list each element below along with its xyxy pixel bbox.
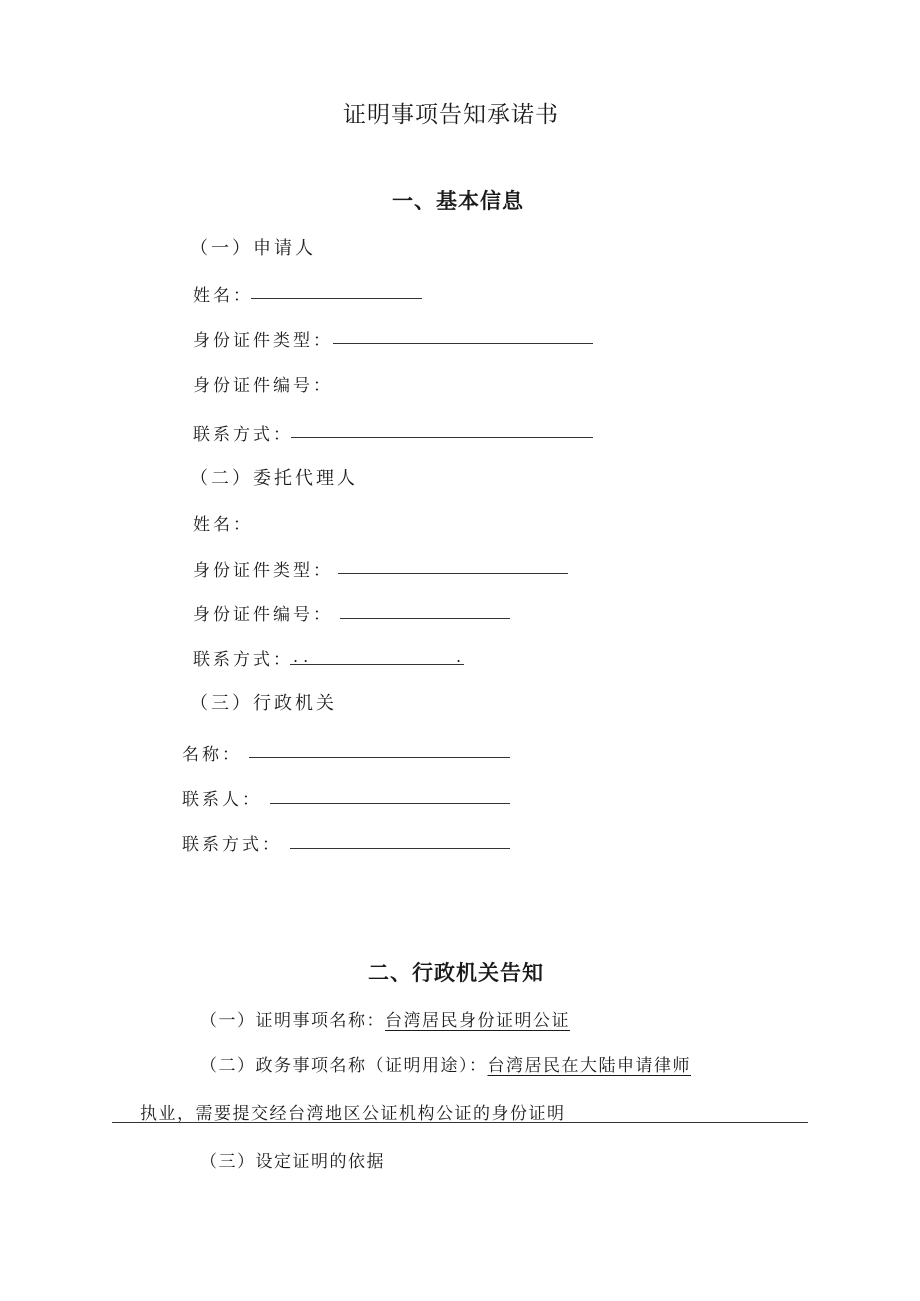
notice-item-2-underline [112,1122,808,1123]
applicant-id-type-field[interactable] [333,343,593,344]
section-heading-notice: 二、行政机关告知 [368,961,544,985]
agent-id-type-label: 身份证件类型： [193,561,333,581]
agent-contact-field[interactable] [290,664,464,665]
applicant-contact-label: 联系方式： [193,425,293,445]
agent-id-number-field[interactable] [340,618,510,619]
notice-item-2-continuation: 执业，需要提交经台湾地区公证机构公证的身份证明 [140,1104,566,1124]
applicant-id-number-label: 身份证件编号： [193,376,333,396]
authority-contact-label: 联系方式： [182,835,282,855]
notice-item-3: （三）设定证明的依据 [200,1152,385,1172]
agent-id-number-label: 身份证件编号： [193,605,333,625]
applicant-id-type-label: 身份证件类型： [193,331,333,351]
agent-contact-value: . . [293,647,309,666]
applicant-name-field[interactable] [251,298,422,299]
notice-item-1-label: （一）证明事项名称： [200,1011,385,1031]
document-title: 证明事项告知承诺书 [343,102,559,128]
authority-contact-person-label: 联系人： [182,790,262,810]
notice-item-2-label: （二）政务事项名称（证明用途）： [200,1056,488,1076]
notice-item-2 [200,1051,691,1076]
section-heading-basic-info: 一、基本信息 [392,189,524,213]
applicant-contact-field[interactable] [291,437,593,438]
agent-contact-suffix: . [456,647,462,666]
authority-contact-person-field[interactable] [270,803,510,804]
applicant-heading: （一）申请人 [190,238,316,259]
notice-item-1-value: 台湾居民身份证明公证 [385,1011,570,1031]
authority-name-label: 名称： [182,745,242,765]
authority-contact-field[interactable] [290,848,510,849]
notice-item-1 [200,1006,570,1031]
authority-name-field[interactable] [249,757,510,758]
agent-id-type-field[interactable] [338,573,568,574]
applicant-name-label: 姓名： [193,286,253,306]
agent-name-label: 姓名： [193,515,253,535]
agent-contact-label: 联系方式： [193,650,293,670]
agent-heading: （二）委托代理人 [190,468,358,489]
authority-heading: （三）行政机关 [190,693,337,714]
notice-item-2-value: 台湾居民在大陆申请律师 [487,1056,691,1076]
